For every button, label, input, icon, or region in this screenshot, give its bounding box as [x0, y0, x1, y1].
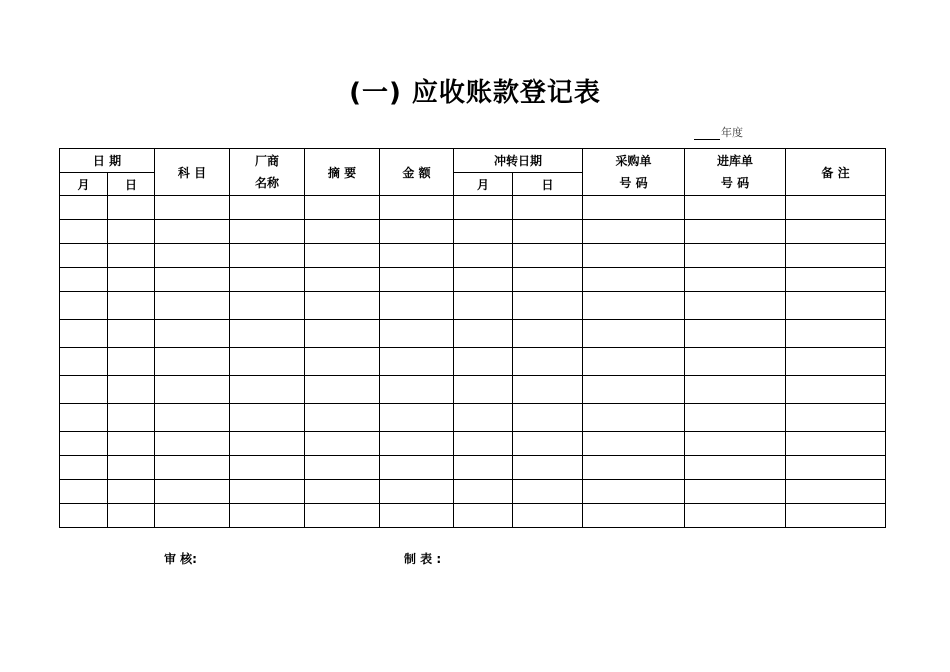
table-cell[interactable] [380, 404, 454, 432]
table-cell[interactable] [230, 432, 305, 456]
table-cell[interactable] [230, 244, 305, 268]
header-vendor [230, 149, 305, 196]
table-cell[interactable] [380, 456, 454, 480]
table-cell[interactable] [454, 196, 513, 220]
table-cell[interactable] [786, 320, 886, 348]
table-row [60, 268, 886, 292]
table-cell[interactable] [786, 196, 886, 220]
table-cell[interactable] [155, 320, 230, 348]
table-cell[interactable] [454, 456, 513, 480]
table-cell[interactable] [108, 480, 155, 504]
table-cell[interactable] [513, 220, 583, 244]
table-cell[interactable] [305, 480, 380, 504]
table-cell[interactable] [454, 348, 513, 376]
table-cell[interactable] [155, 432, 230, 456]
table-cell[interactable] [513, 196, 583, 220]
table-cell[interactable] [513, 480, 583, 504]
table-cell[interactable] [108, 320, 155, 348]
table-cell[interactable] [583, 220, 685, 244]
table-cell[interactable] [685, 456, 786, 480]
table-cell[interactable] [230, 268, 305, 292]
table-row [60, 220, 886, 244]
table-row [60, 376, 886, 404]
table-cell[interactable] [155, 480, 230, 504]
table-cell[interactable] [230, 320, 305, 348]
header-purchase-line1: 采购单 [615, 154, 652, 168]
table-cell[interactable] [454, 404, 513, 432]
table-cell[interactable] [305, 320, 380, 348]
ledger-body [60, 196, 886, 528]
table-cell[interactable] [513, 456, 583, 480]
table-cell[interactable] [108, 292, 155, 320]
table-cell[interactable] [685, 480, 786, 504]
table-cell[interactable] [230, 292, 305, 320]
table-row [60, 320, 886, 348]
table-cell[interactable] [305, 432, 380, 456]
table-cell[interactable] [685, 504, 786, 528]
table-cell[interactable] [454, 376, 513, 404]
table-cell[interactable] [305, 268, 380, 292]
header-month: 月 [60, 173, 108, 196]
table-row [60, 244, 886, 268]
header-offset-day: 日 [513, 173, 583, 196]
table-cell[interactable] [380, 268, 454, 292]
table-cell[interactable] [60, 376, 108, 404]
table-cell[interactable] [60, 480, 108, 504]
table-cell[interactable] [305, 456, 380, 480]
header-summary: 摘 要 [305, 149, 380, 196]
table-cell[interactable] [230, 348, 305, 376]
table-cell[interactable] [155, 348, 230, 376]
table-cell[interactable] [380, 196, 454, 220]
table-cell[interactable] [685, 348, 786, 376]
table-cell[interactable] [60, 432, 108, 456]
table-row [60, 480, 886, 504]
table-cell[interactable] [685, 196, 786, 220]
review-label: 审 核: [164, 552, 197, 566]
table-cell[interactable] [513, 504, 583, 528]
table-cell[interactable] [583, 376, 685, 404]
table-cell[interactable] [685, 244, 786, 268]
header-warehouse-line1: 进库单 [717, 154, 754, 168]
table-cell[interactable] [583, 244, 685, 268]
table-cell[interactable] [454, 268, 513, 292]
header-row-1 [60, 149, 886, 173]
header-amount: 金 额 [380, 149, 454, 196]
table-cell[interactable] [305, 348, 380, 376]
table-cell[interactable] [786, 432, 886, 456]
table-cell[interactable] [380, 320, 454, 348]
header-warehouse-no [685, 149, 786, 196]
table-cell[interactable] [513, 432, 583, 456]
table-cell[interactable] [685, 220, 786, 244]
table-cell[interactable] [155, 244, 230, 268]
table-cell[interactable] [583, 504, 685, 528]
year-label: 年度 [721, 126, 743, 139]
fiscal-year [694, 124, 743, 140]
table-row [60, 404, 886, 432]
form-title: (一) 应收账款登记表 [349, 78, 601, 108]
table-cell[interactable] [583, 456, 685, 480]
header-day: 日 [108, 173, 155, 196]
table-cell[interactable] [454, 220, 513, 244]
table-cell[interactable] [583, 196, 685, 220]
table-cell[interactable] [108, 268, 155, 292]
table-cell[interactable] [305, 220, 380, 244]
table-cell[interactable] [108, 196, 155, 220]
table-cell[interactable] [786, 348, 886, 376]
table-cell[interactable] [583, 480, 685, 504]
table-cell[interactable] [60, 404, 108, 432]
table-cell[interactable] [583, 292, 685, 320]
table-cell[interactable] [786, 268, 886, 292]
table-cell[interactable] [454, 292, 513, 320]
table-row [60, 504, 886, 528]
table-cell[interactable] [108, 220, 155, 244]
table-cell[interactable] [380, 244, 454, 268]
table-cell[interactable] [60, 244, 108, 268]
table-cell[interactable] [108, 456, 155, 480]
table-cell[interactable] [230, 376, 305, 404]
table-cell[interactable] [513, 404, 583, 432]
table-cell[interactable] [230, 404, 305, 432]
table-cell[interactable] [583, 320, 685, 348]
table-cell[interactable] [380, 376, 454, 404]
table-cell[interactable] [305, 196, 380, 220]
table-cell[interactable] [380, 220, 454, 244]
table-cell[interactable] [454, 432, 513, 456]
table-cell[interactable] [305, 404, 380, 432]
table-cell[interactable] [786, 292, 886, 320]
table-cell[interactable] [786, 220, 886, 244]
table-cell[interactable] [60, 220, 108, 244]
table-row [60, 348, 886, 376]
table-cell[interactable] [108, 504, 155, 528]
table-cell[interactable] [155, 376, 230, 404]
table-cell[interactable] [380, 480, 454, 504]
table-cell[interactable] [685, 376, 786, 404]
table-cell[interactable] [380, 348, 454, 376]
table-cell[interactable] [583, 404, 685, 432]
table-cell[interactable] [155, 504, 230, 528]
table-cell[interactable] [685, 292, 786, 320]
table-cell[interactable] [108, 348, 155, 376]
table-cell[interactable] [380, 504, 454, 528]
table-cell[interactable] [305, 376, 380, 404]
table-cell[interactable] [513, 268, 583, 292]
table-cell[interactable] [380, 432, 454, 456]
table-cell[interactable] [454, 244, 513, 268]
header-offset-month: 月 [454, 173, 513, 196]
table-cell[interactable] [60, 456, 108, 480]
table-cell[interactable] [513, 244, 583, 268]
table-cell[interactable] [230, 504, 305, 528]
table-cell[interactable] [230, 220, 305, 244]
table-cell[interactable] [108, 244, 155, 268]
header-remarks: 备 注 [786, 149, 886, 196]
table-cell[interactable] [583, 348, 685, 376]
table-row [60, 292, 886, 320]
table-cell[interactable] [513, 320, 583, 348]
table-cell[interactable] [60, 196, 108, 220]
year-blank-line[interactable] [694, 129, 720, 140]
table-cell[interactable] [513, 292, 583, 320]
header-date: 日 期 [60, 149, 155, 173]
table-cell[interactable] [108, 432, 155, 456]
header-vendor-line1: 厂商 [254, 154, 279, 168]
ledger-table [59, 148, 886, 528]
table-cell[interactable] [108, 404, 155, 432]
table-cell[interactable] [583, 268, 685, 292]
table-cell[interactable] [305, 244, 380, 268]
table-cell[interactable] [454, 320, 513, 348]
table-cell[interactable] [583, 432, 685, 456]
table-cell[interactable] [60, 348, 108, 376]
table-cell[interactable] [685, 268, 786, 292]
table-cell[interactable] [60, 292, 108, 320]
table-cell[interactable] [155, 404, 230, 432]
table-cell[interactable] [155, 196, 230, 220]
prepared-label: 制 表 : [404, 552, 442, 566]
table-cell[interactable] [155, 268, 230, 292]
table-cell[interactable] [60, 504, 108, 528]
table-cell[interactable] [60, 268, 108, 292]
table-cell[interactable] [513, 376, 583, 404]
table-cell[interactable] [230, 456, 305, 480]
table-row [60, 456, 886, 480]
header-subject: 科 目 [155, 149, 230, 196]
table-cell[interactable] [155, 220, 230, 244]
table-cell[interactable] [513, 348, 583, 376]
table-row [60, 196, 886, 220]
table-cell[interactable] [685, 404, 786, 432]
header-offset-date: 冲转日期 [454, 149, 583, 173]
table-row [60, 432, 886, 456]
table-cell[interactable] [230, 196, 305, 220]
header-vendor-line2: 名称 [254, 176, 279, 190]
table-cell[interactable] [155, 292, 230, 320]
table-cell[interactable] [305, 292, 380, 320]
table-cell[interactable] [786, 504, 886, 528]
table-cell[interactable] [454, 504, 513, 528]
table-cell[interactable] [454, 480, 513, 504]
table-cell[interactable] [60, 320, 108, 348]
header-purchase-line2: 号 码 [619, 176, 648, 190]
table-cell[interactable] [108, 376, 155, 404]
table-cell[interactable] [305, 504, 380, 528]
table-cell[interactable] [685, 432, 786, 456]
table-cell[interactable] [155, 456, 230, 480]
table-cell[interactable] [786, 480, 886, 504]
table-cell[interactable] [786, 244, 886, 268]
table-cell[interactable] [685, 320, 786, 348]
table-cell[interactable] [786, 456, 886, 480]
table-cell[interactable] [380, 292, 454, 320]
header-warehouse-line2: 号 码 [720, 176, 750, 190]
header-purchase-no [583, 149, 685, 196]
table-cell[interactable] [230, 480, 305, 504]
table-cell[interactable] [786, 376, 886, 404]
table-cell[interactable] [786, 404, 886, 432]
